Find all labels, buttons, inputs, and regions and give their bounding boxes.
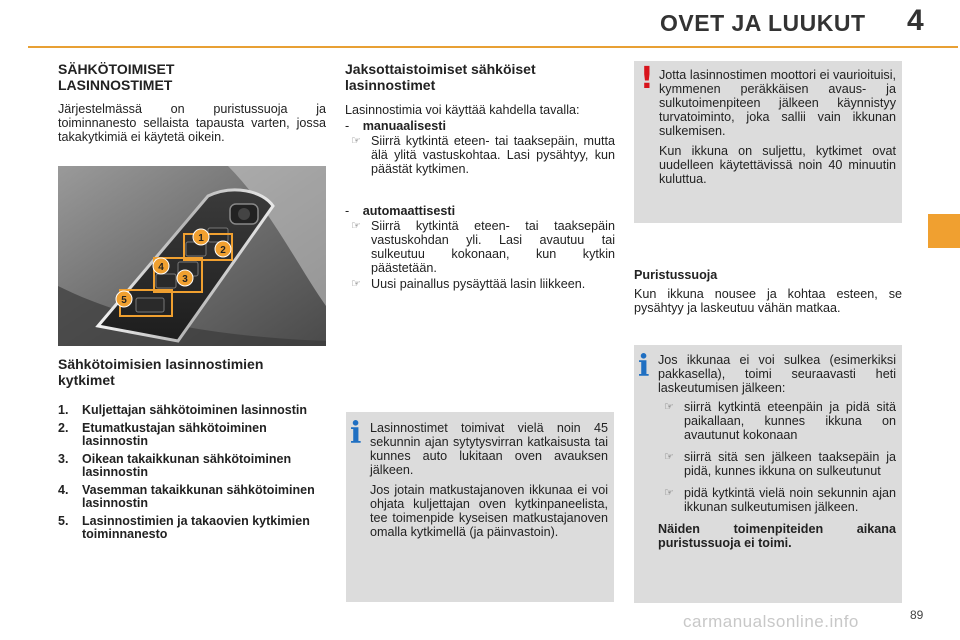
list-label: Etumatkustajan sähkötoiminen lasinnostin bbox=[82, 421, 267, 448]
auto-text-2: Uusi painallus pysäyttää lasin liikkeen. bbox=[371, 277, 586, 291]
list-label: Lasinnostimien ja takaovien kytkimien toiminnanesto bbox=[82, 514, 310, 541]
controls-list bbox=[58, 404, 326, 541]
list-number: 3. bbox=[58, 452, 69, 466]
photo-label-4: 4 bbox=[158, 262, 164, 273]
warning-p1: Jotta lasinnostimen moottori ei vaurioituisi, kymmenen peräkkäisen avaus- ja sulkutoimenpiteen jälkeen käynnistyy turvatoiminto, joka sallii vain ikkunan sulkemisen. bbox=[659, 68, 896, 138]
list-label: Oikean takaikkunan sähkötoiminen lasinnostin bbox=[82, 452, 292, 479]
info-box1-p1: Lasinnostimet toimivat vielä noin 45 sekunnin ajan sytytysvirran katkaisusta tai kunnes auto lukitaan oven avauksen jälkeen. bbox=[370, 421, 608, 477]
list-number: 1. bbox=[58, 403, 69, 417]
list-label: Vasemman takaikkunan sähkötoiminen lasinnostin bbox=[82, 483, 315, 510]
list-label: Kuljettajan sähkötoiminen lasinnostin bbox=[82, 403, 308, 417]
auto-text-1: Siirrä kytkintä eteen- tai taaksepäin vastuskohdan yli. Lasi avautuu tai sulkeutuu kokonaan, kun kytkin päästetään. bbox=[371, 219, 615, 275]
frost-step-3 bbox=[658, 486, 896, 514]
list-item bbox=[58, 453, 326, 479]
photo-label-2: 2 bbox=[220, 245, 226, 256]
info-box-timing bbox=[346, 412, 614, 602]
pointer-icon: ☞ bbox=[351, 135, 361, 147]
header-rule bbox=[28, 46, 958, 48]
list-number: 4. bbox=[58, 483, 69, 497]
switch-panel-photo bbox=[58, 166, 326, 346]
dash-marker: - bbox=[345, 204, 350, 218]
controls-section bbox=[58, 356, 326, 546]
pointer-icon: ☞ bbox=[664, 401, 674, 413]
warning-p2: Kun ikkuna on suljettu, kytkimet ovat uudelleen käytettävissä noin 40 minuutin kuluttua. bbox=[659, 144, 896, 186]
warning-box bbox=[634, 61, 902, 223]
info-box2-intro: Jos ikkunaa ei voi sulkea (esimerkiksi pakkasella), toimi seuraavasti heti laskeutumisen jälkeen: bbox=[658, 353, 896, 395]
list-number: 5. bbox=[58, 514, 69, 528]
section-heading: SÄHKÖTOIMISET LASINNOSTIMET bbox=[58, 61, 175, 93]
info-box-frost bbox=[634, 345, 902, 603]
pointer-icon: ☞ bbox=[351, 278, 361, 290]
list-item bbox=[58, 515, 326, 541]
pointer-icon: ☞ bbox=[351, 220, 361, 232]
pinch-text: Kun ikkuna nousee ja kohtaa esteen, se pysähtyy ja laskeutuu vähän matkaa. bbox=[634, 287, 902, 315]
sequential-section bbox=[345, 61, 615, 291]
pinch-section bbox=[634, 268, 902, 315]
manual-mode bbox=[345, 119, 615, 133]
section-power-windows bbox=[58, 61, 326, 144]
list-item bbox=[58, 404, 326, 417]
auto-label: automaattisesti bbox=[362, 204, 456, 218]
auto-instruction-1 bbox=[345, 219, 615, 275]
sequential-intro: Lasinnostimia voi käyttää kahdella tavalla: bbox=[345, 103, 580, 117]
frost-step-1 bbox=[658, 400, 896, 442]
page-number: 89 bbox=[910, 608, 924, 622]
frost-note: Näiden toimenpiteiden aikana puristussuoja ei toimi. bbox=[658, 522, 896, 550]
pinch-heading: Puristussuoja bbox=[634, 268, 718, 282]
warning-icon: ! bbox=[640, 61, 654, 96]
photo-label-3: 3 bbox=[182, 274, 188, 285]
auto-instruction-2 bbox=[345, 277, 615, 291]
list-item bbox=[58, 422, 326, 448]
info-box1-p2: Jos jotain matkustajanoven ikkunaa ei voi ohjata kuljettajan oven kytkinpaneelista, tee toimenpide kyseisen matkustajanoven omalla kytkimellä (ja päinvastoin). bbox=[370, 483, 608, 539]
frost-step-3-text: pidä kytkintä vielä noin sekunnin ajan ikkunan sulkeutumisen jälkeen. bbox=[684, 486, 896, 514]
manual-text: Siirrä kytkintä eteen- tai taaksepäin, mutta älä ylitä vastuskohtaa. Lasi pysähtyy, kun päästät kytkimen. bbox=[371, 134, 615, 176]
page-title: OVET JA LUUKUT bbox=[660, 10, 866, 36]
auto-mode bbox=[345, 204, 615, 218]
sequential-heading: Jaksottaistoimiset sähköiset lasinnostimet bbox=[345, 61, 536, 93]
list-item bbox=[58, 484, 326, 510]
frost-step-2 bbox=[658, 450, 896, 478]
frost-step-1-text: siirrä kytkintä eteenpäin ja pidä sitä paikallaan, kunnes ikkuna on avautunut kokonaan bbox=[684, 400, 896, 442]
photo-label-5: 5 bbox=[121, 295, 127, 306]
controls-heading: Sähkötoimisien lasinnostimien kytkimet bbox=[58, 356, 264, 388]
list-number: 2. bbox=[58, 421, 69, 435]
watermark: carmanualsonline.info bbox=[683, 612, 859, 631]
info-icon: i bbox=[638, 349, 650, 384]
pointer-icon: ☞ bbox=[664, 487, 674, 499]
manual-instruction bbox=[345, 134, 615, 176]
chapter-number: 4 bbox=[907, 4, 924, 37]
pointer-icon: ☞ bbox=[664, 451, 674, 463]
switch-panel-illustration bbox=[58, 166, 326, 346]
photo-label-1: 1 bbox=[198, 233, 204, 244]
manual-label: manuaalisesti bbox=[362, 119, 447, 133]
section-intro: Järjestelmässä on puristussuoja ja toiminnanesto sellaista tapausta varten, jossa takakytkimiä ei käytetä oikein. bbox=[58, 102, 326, 144]
chapter-tab bbox=[928, 214, 960, 248]
info-icon: i bbox=[350, 416, 362, 451]
frost-step-2-text: siirrä sitä sen jälkeen taaksepäin ja pidä, kunnes ikkuna on sulkeutunut bbox=[684, 450, 896, 478]
dash-marker: - bbox=[345, 119, 350, 133]
